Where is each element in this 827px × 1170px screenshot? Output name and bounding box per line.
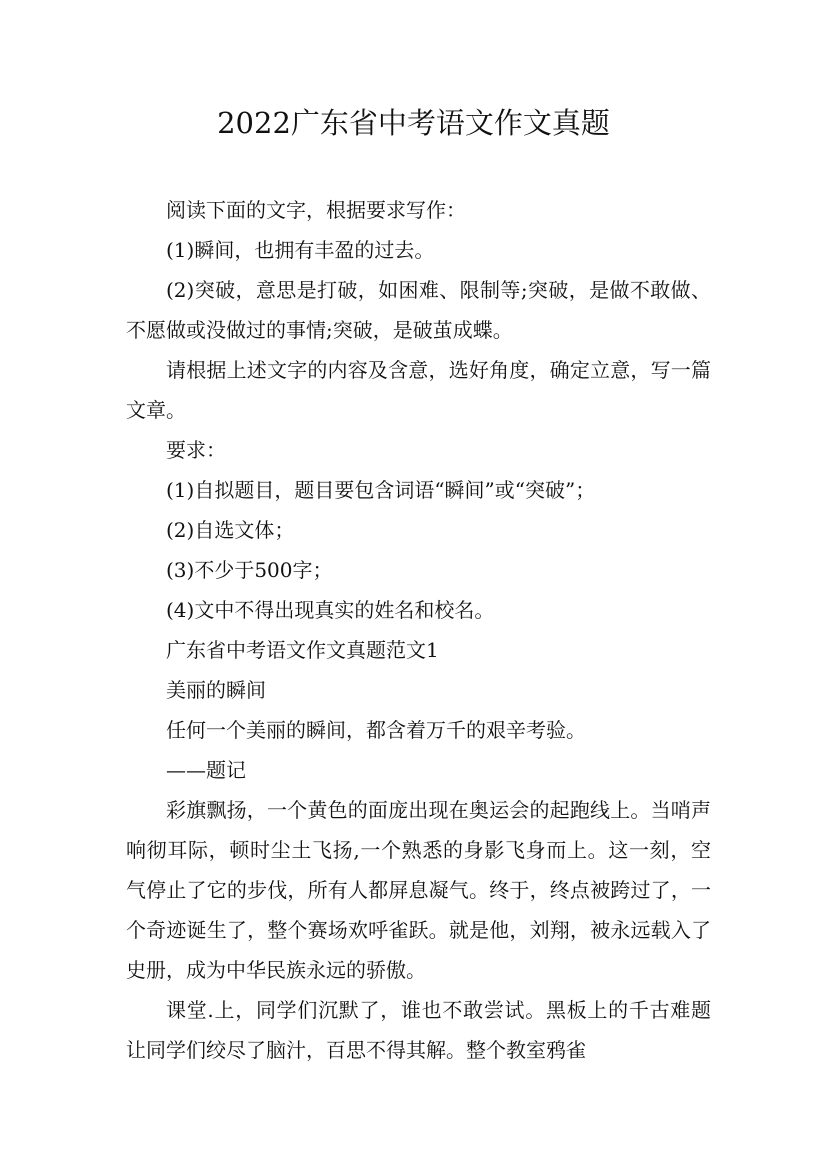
paragraph-task: 请根据上述文字的内容及含意，选好角度，确定立意，写一篇文章。 [126,358,711,422]
paragraph-material-1: (1)瞬间，也拥有丰盈的过去。 [166,238,435,262]
requirement-item-2: (2)自选文体； [166,518,295,542]
essay-epigraph-label: ——题记 [166,758,246,782]
essay-paragraph-1: 彩旗飘扬，一个黄色的面庞出现在奥运会的起跑线上。当哨声响彻耳际，顿时尘土飞扬,一个熟悉的身影飞身而上。这一刻，空气停止了它的步伐，所有人都屏息凝气。终于，终点被跨过了，一个奇迹诞生了，整个赛场欢呼雀跃。就是他，刘翔，被永远载入了史册，成为中华民族永远的骄傲。 [126,798,711,982]
essay-epigraph: 任何一个美丽的瞬间，都含着万千的艰辛考验。 [166,718,586,742]
sample-essay-heading: 广东省中考语文作文真题范文1 [166,638,439,662]
requirement-item-1: (1)自拟题目，题目要包含词语“瞬间”或“突破”； [166,478,596,502]
requirement-item-4: (4)文中不得出现真实的姓名和校名。 [166,598,495,622]
paragraph-material-2: (2)突破，意思是打破，如困难、限制等;突破，是做不敢做、不愿做或没做过的事情;突破，是破茧成蝶。 [126,278,711,342]
essay-paragraph-2: 课堂.上，同学们沉默了，谁也不敢尝试。黑板上的千古难题让同学们绞尽了脑汁，百思不得其解。整个教室鸦雀 [126,998,711,1062]
essay-title: 美丽的瞬间 [166,678,266,702]
document-title: 2022广东省中考语文作文真题 [217,106,610,140]
paragraph-requirements-heading: 要求： [166,438,226,462]
document-body [126,190,711,1070]
paragraph-instruction: 阅读下面的文字，根据要求写作： [166,198,466,222]
requirement-item-3: (3)不少于500字； [166,558,333,582]
